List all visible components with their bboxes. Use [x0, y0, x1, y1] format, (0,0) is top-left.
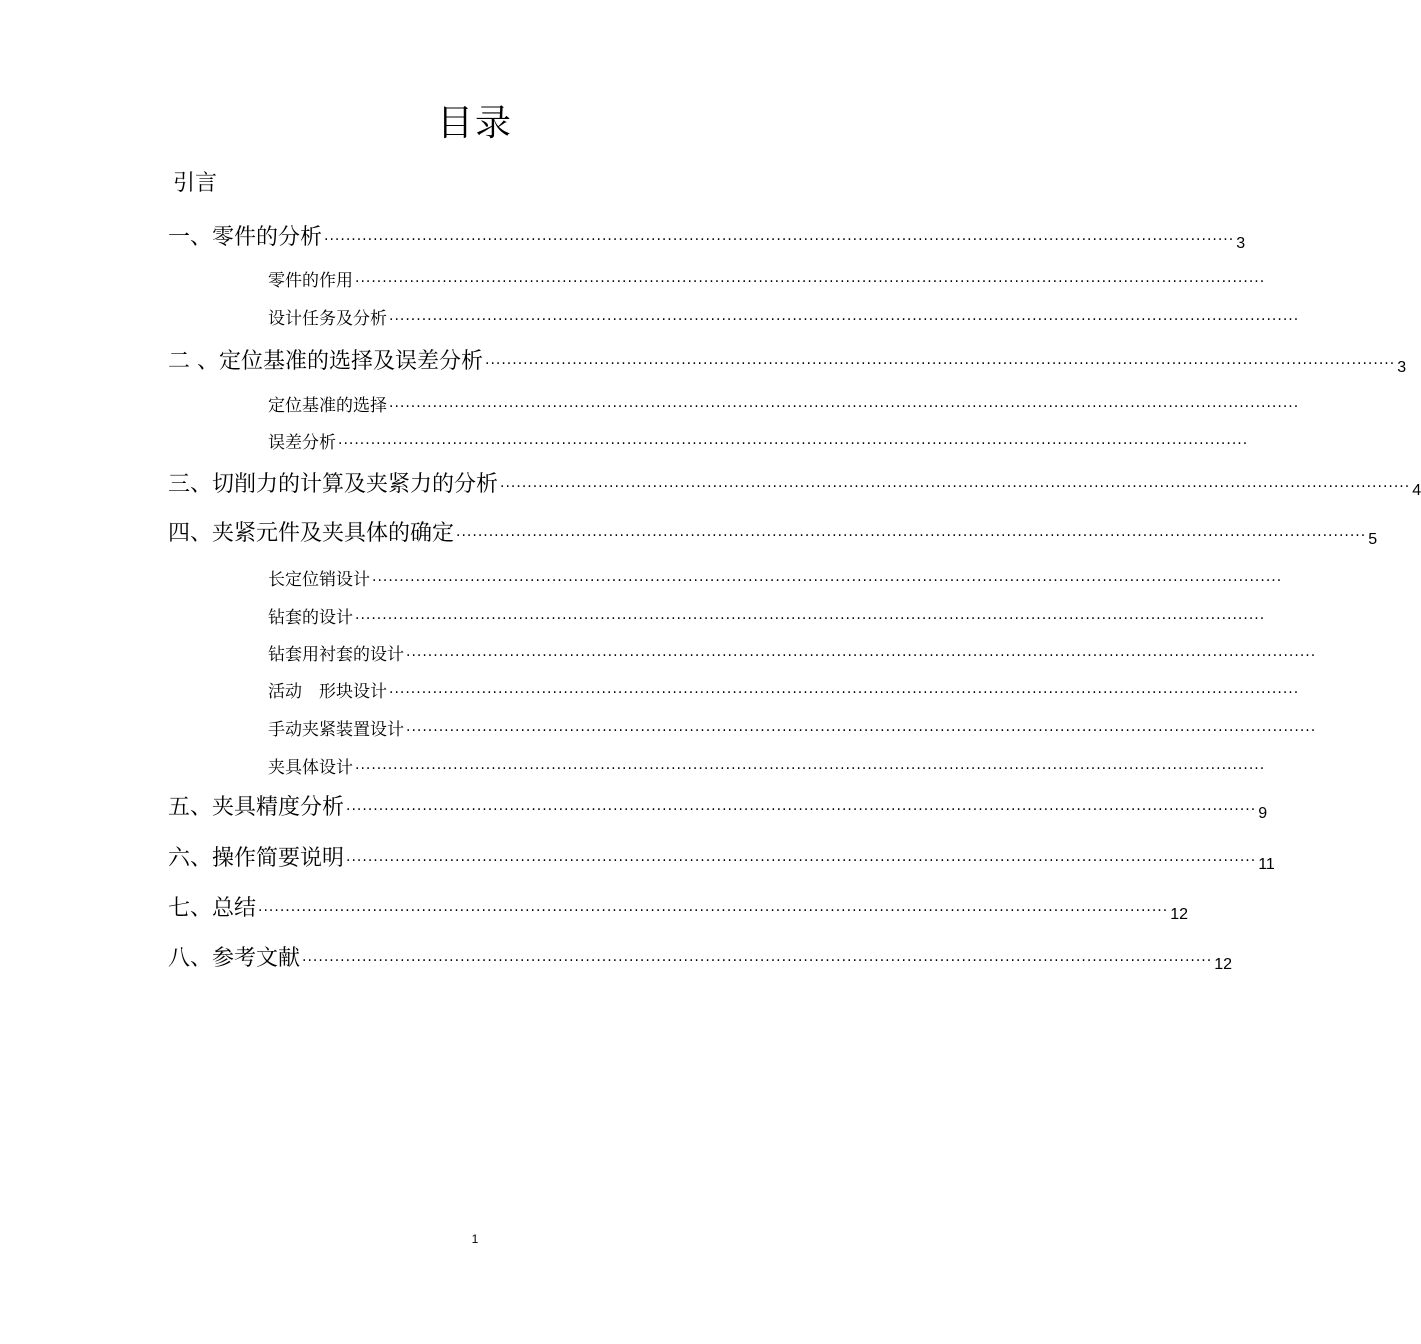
toc-entry[interactable] [168, 469, 1421, 503]
toc-page-number: 4 [1412, 482, 1421, 499]
toc-subentry-label: 钻套用衬套的设计 [268, 645, 404, 665]
toc-subentry[interactable] [268, 755, 1266, 782]
toc-subentry[interactable] [268, 567, 1283, 594]
toc-subentry[interactable] [268, 430, 1249, 457]
toc-entry[interactable] [168, 943, 1232, 977]
toc-subentry-label: 手动夹紧装置设计 [268, 720, 404, 740]
toc-page-number: 11 [1258, 856, 1275, 873]
toc-subentry-label: 长定位销设计 [268, 570, 370, 590]
toc-entry-label: 八、参考文献 [168, 946, 301, 971]
toc-leader-dots: ······································································································································································· [456, 528, 1367, 544]
toc-entry-label: 四、夹紧元件及夹具体的确定 [168, 521, 455, 546]
toc-entry-label: 三、切削力的计算及夹紧力的分析 [168, 472, 499, 497]
toc-entry-label: 一、零件的分析 [168, 225, 323, 250]
toc-entry[interactable] [168, 792, 1268, 826]
toc-subentry-label: 定位基准的选择 [268, 396, 387, 416]
toc-subentry-label: 夹具体设计 [268, 758, 353, 778]
toc-subentry-label: 设计任务及分析 [268, 309, 387, 329]
toc-entry-label: 五、夹具精度分析 [168, 795, 345, 820]
toc-subentry-label: 活动 形块设计 [268, 682, 387, 702]
toc-leader-dots: ······································································································································································· [302, 953, 1213, 969]
toc-page-number: 12 [1170, 906, 1188, 923]
toc-leader-dots: ······································································································································································· [406, 723, 1317, 739]
toc-entry[interactable] [168, 518, 1378, 552]
toc-subentry[interactable] [268, 393, 1300, 420]
toc-entry-label: 二 、定位基准的选择及误差分析 [168, 349, 483, 374]
toc-leader-dots: ······································································································································································· [355, 274, 1266, 290]
toc-leader-dots: ······································································································································································· [372, 573, 1283, 589]
toc-entry[interactable] [168, 893, 1188, 927]
toc-leader-dots: ······································································································································································· [406, 648, 1317, 664]
toc-leader-dots: ······································································································································································· [389, 685, 1300, 701]
toc-subentry[interactable] [268, 717, 1317, 744]
toc-page-number: 9 [1258, 805, 1268, 822]
page-number-footer: 1 [471, 1232, 479, 1246]
toc-subentry[interactable] [268, 679, 1300, 706]
toc-entry[interactable] [168, 346, 1407, 380]
intro-heading: 引言 [173, 171, 218, 196]
page-title: 目录 [436, 103, 513, 144]
toc-leader-dots: ······································································································································································· [485, 356, 1396, 372]
toc-entry-label: 七、总结 [168, 896, 257, 921]
toc-leader-dots: ······································································································································································· [500, 479, 1411, 495]
toc-leader-dots: ······································································································································································· [346, 802, 1257, 818]
toc-leader-dots: ······································································································································································· [389, 312, 1300, 328]
toc-subentry-label: 零件的作用 [268, 271, 353, 291]
toc-leader-dots: ······································································································································································· [324, 232, 1235, 248]
toc-subentry[interactable] [268, 306, 1300, 333]
toc-entry[interactable] [168, 222, 1246, 256]
toc-entry[interactable] [168, 843, 1275, 877]
toc-leader-dots: ······································································································································································· [338, 436, 1249, 452]
toc-subentry[interactable] [268, 605, 1266, 632]
toc-leader-dots: ······································································································································································· [355, 761, 1266, 777]
toc-subentry[interactable] [268, 642, 1317, 669]
toc-page-number: 3 [1397, 359, 1407, 376]
toc-leader-dots: ······································································································································································· [355, 611, 1266, 627]
toc-page-number: 12 [1214, 956, 1232, 973]
toc-subentry-label: 钻套的设计 [268, 608, 353, 628]
toc-leader-dots: ······································································································································································· [389, 399, 1300, 415]
toc-subentry-label: 误差分析 [268, 433, 336, 453]
toc-page-number: 3 [1236, 235, 1246, 252]
toc-entry-label: 六、操作简要说明 [168, 846, 345, 871]
toc-leader-dots: ······································································································································································· [346, 853, 1257, 869]
toc-subentry[interactable] [268, 268, 1266, 295]
toc-page-number: 5 [1368, 531, 1378, 548]
toc-leader-dots: ······································································································································································· [258, 903, 1169, 919]
